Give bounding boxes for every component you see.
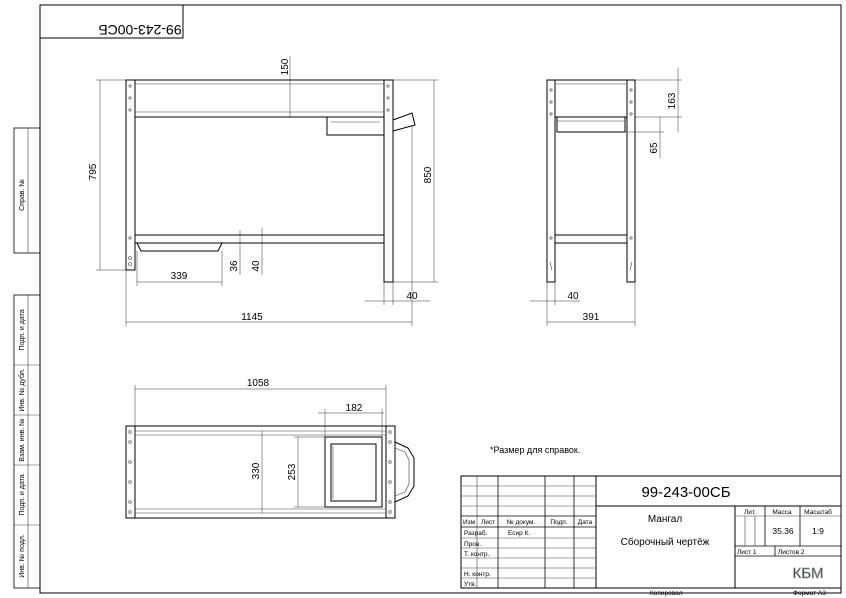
dim-339: 339: [170, 271, 188, 282]
tb-sheet: Лист 1: [737, 549, 757, 556]
side-left-leg: [547, 80, 555, 282]
front-ash-tray: [327, 117, 384, 135]
dim-150: 150: [280, 58, 291, 76]
dim-1058: 1058: [246, 378, 270, 389]
rotated-designation-box: [40, 5, 183, 38]
tb-col-sign: Подп.: [550, 519, 568, 526]
side-label-sign-date-1: Подп. и дата: [19, 309, 26, 351]
tb-lit-label: Лит.: [744, 509, 756, 516]
side-view: [547, 80, 635, 282]
tb-row-razrab: Разраб.: [464, 530, 488, 537]
reference-note: *Размер для справок.: [490, 445, 581, 455]
dim-330: 330: [251, 462, 262, 480]
top-handle: [395, 442, 414, 502]
dim-1145: 1145: [241, 312, 263, 323]
tb-col-list: Лист: [480, 519, 496, 526]
top-ash-tray-inner: [331, 444, 376, 501]
tb-col-izm: Изм: [462, 519, 476, 526]
tb-name-line2: Сборочный чертёж: [620, 537, 710, 548]
side-ash-tray: [557, 117, 625, 132]
dim-850: 850: [423, 166, 434, 184]
side-label-sign-date-2: Подп. и дата: [19, 474, 26, 516]
top-left-leg: [126, 426, 135, 518]
front-view: [126, 80, 415, 282]
side-stamp-strip: [14, 128, 40, 588]
tb-sheets: Листов 2: [778, 549, 805, 556]
top-view: [126, 426, 414, 518]
front-lower-shelf: [135, 235, 384, 243]
side-label-inv-podl: Инв. № подл.: [19, 534, 26, 578]
side-label-spravnum: Справ. №: [19, 179, 26, 211]
side-label-vzam-inv: Взам. инв. №: [19, 418, 26, 462]
tb-col-doc: № докум.: [506, 519, 536, 526]
front-handle: [393, 113, 415, 131]
side-right-leg: [627, 80, 635, 282]
tb-row-utv: Утв.: [464, 581, 477, 588]
tb-scale-value: 1:9: [812, 526, 824, 536]
tb-designation: 99-243-00СБ: [641, 484, 731, 501]
dim-182: 182: [345, 403, 363, 414]
tb-name-line1: Мангал: [647, 514, 683, 525]
dim-163: 163: [667, 92, 678, 110]
side-lower-shelf: [555, 235, 627, 243]
tb-developer: Есир К.: [508, 530, 531, 537]
tb-col-date: Дата: [577, 519, 593, 526]
tb-scale-label: Масштаб: [804, 509, 832, 516]
tb-row-tkontr: Т. контр.: [464, 551, 490, 558]
front-left-leg: [126, 80, 135, 270]
title-block: [461, 476, 841, 588]
side-brazier-body: [555, 80, 627, 117]
front-shelf-tray: [137, 243, 222, 251]
rotated-designation: 99-243-00СБ: [98, 22, 182, 38]
dim-391: 391: [582, 312, 600, 323]
dim-795: 795: [88, 163, 99, 181]
top-right-leg: [386, 426, 395, 518]
side-label-inv-dubl: Инв. № дубл.: [19, 368, 26, 412]
company-logo: КБМ: [792, 565, 824, 582]
dim-40-horizontal: 40: [406, 291, 418, 302]
dim-65: 65: [649, 142, 660, 154]
tb-mass-value: 35.36: [772, 526, 794, 536]
tb-row-prov: Пров.: [464, 541, 482, 548]
tb-mass-label: Масса: [772, 509, 792, 516]
front-brazier-body: [135, 80, 384, 117]
dim-253: 253: [287, 463, 298, 481]
tb-row-nkontr: Н. контр.: [464, 571, 491, 578]
dim-36: 36: [229, 260, 240, 272]
tb-format: Формат А3: [793, 590, 826, 597]
dim-40-side: 40: [567, 291, 579, 302]
tb-copied: Копировал: [650, 590, 683, 597]
dim-40-vertical: 40: [251, 260, 262, 272]
front-right-leg: [384, 80, 393, 282]
